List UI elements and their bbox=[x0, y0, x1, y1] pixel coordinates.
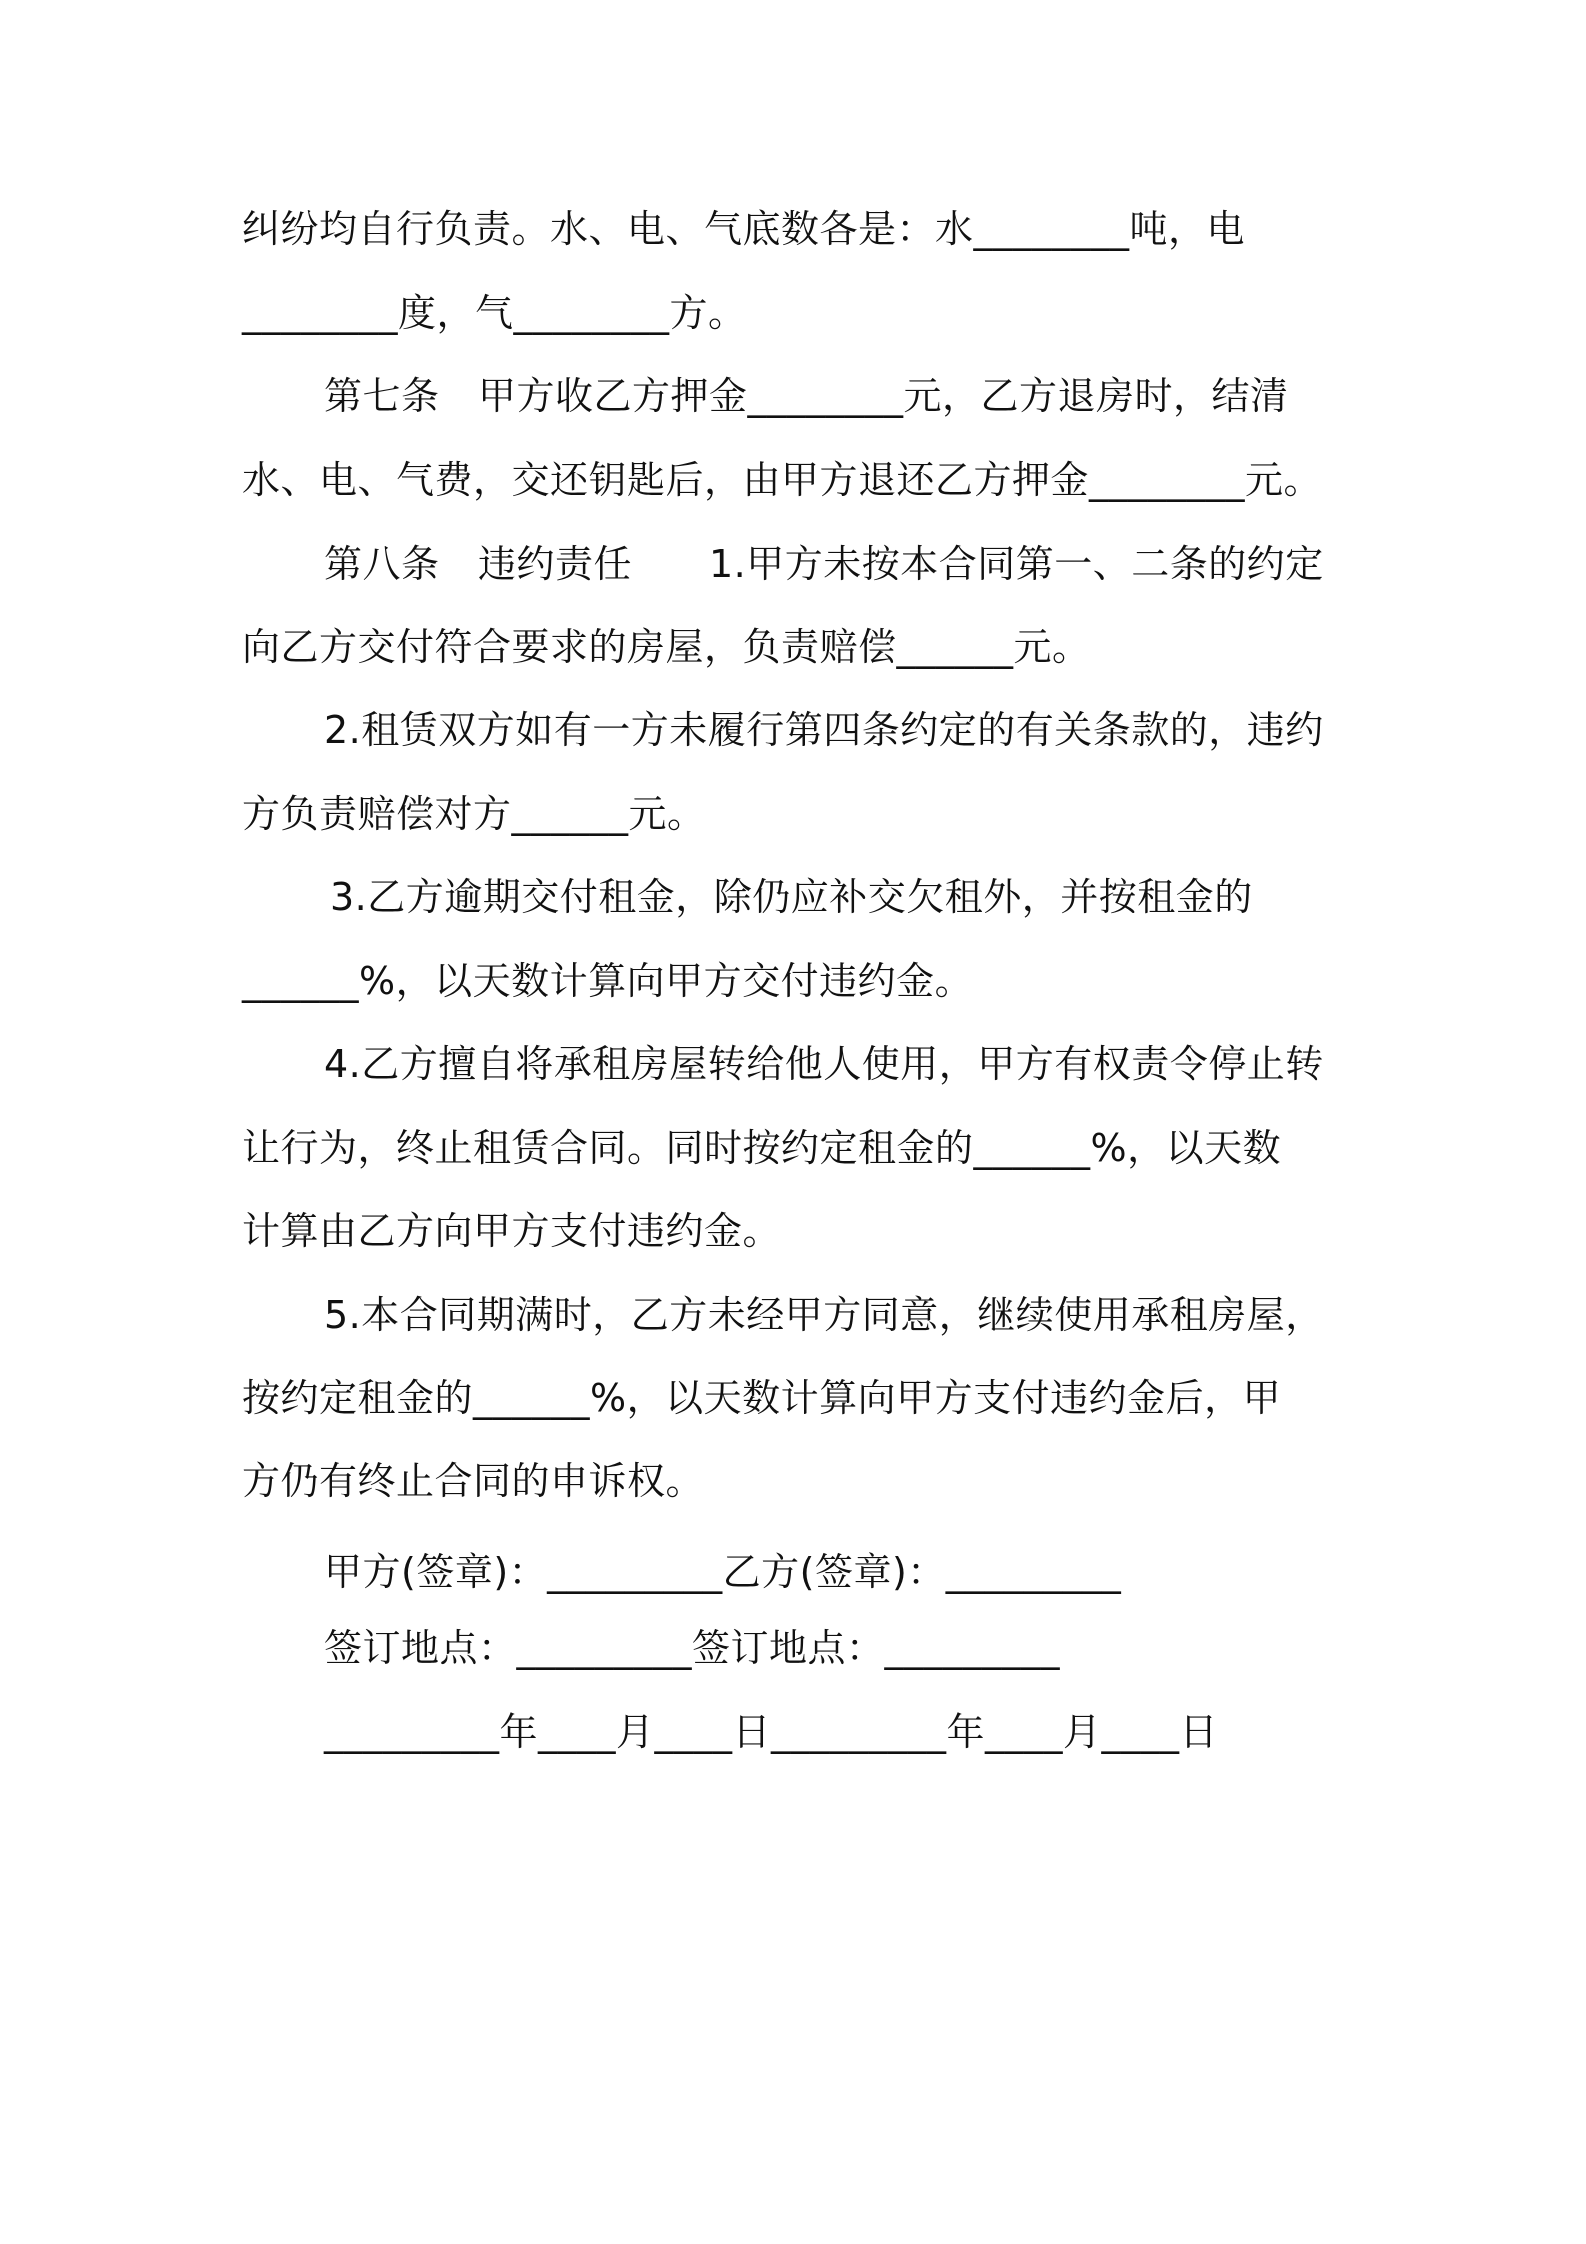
clause-3-line: 3.乙方逾期交付租金，除仍应补交欠租外，并按租金的 bbox=[330, 875, 1253, 919]
text-line: 按约定租金的______%，以天数计算向甲方支付违约金后，甲 bbox=[242, 1376, 1282, 1420]
text-line: 纠纷均自行负责。水、电、气底数各是：水________吨，电 bbox=[242, 207, 1246, 251]
text-line: ________度，气________方。 bbox=[242, 291, 747, 335]
clause-5-line: 5.本合同期满时，乙方未经甲方同意，继续使用承租房屋， bbox=[324, 1293, 1324, 1337]
article-7-line: 第七条 甲方收乙方押金________元，乙方退房时，结清 bbox=[324, 374, 1289, 418]
signing-place-line: 签订地点：_________签订地点：_________ bbox=[324, 1626, 1061, 1670]
text-line: 让行为，终止租赁合同。同时按约定租金的______%，以天数 bbox=[242, 1126, 1282, 1170]
date-line: _________年____月____日_________年____月____日 bbox=[324, 1710, 1219, 1754]
text-line: 计算由乙方向甲方支付违约金。 bbox=[242, 1209, 782, 1253]
text-line: 方仍有终止合同的申诉权。 bbox=[242, 1459, 705, 1503]
text-line: ______%，以天数计算向甲方交付违约金。 bbox=[242, 959, 974, 1003]
text-line: 水、电、气费，交还钥匙后，由甲方退还乙方押金________元。 bbox=[242, 458, 1323, 502]
signature-line: 甲方(签章)：_________乙方(签章)：_________ bbox=[324, 1550, 1122, 1594]
text-line: 方负责赔偿对方______元。 bbox=[242, 792, 706, 836]
article-8-line: 第八条 违约责任 1.甲方未按本合同第一、二条的约定 bbox=[324, 542, 1324, 586]
clause-4-line: 4.乙方擅自将承租房屋转给他人使用，甲方有权责令停止转 bbox=[324, 1042, 1324, 1086]
text-line: 向乙方交付符合要求的房屋，负责赔偿______元。 bbox=[242, 625, 1091, 669]
clause-2-line: 2.租赁双方如有一方未履行第四条约定的有关条款的，违约 bbox=[324, 708, 1324, 752]
